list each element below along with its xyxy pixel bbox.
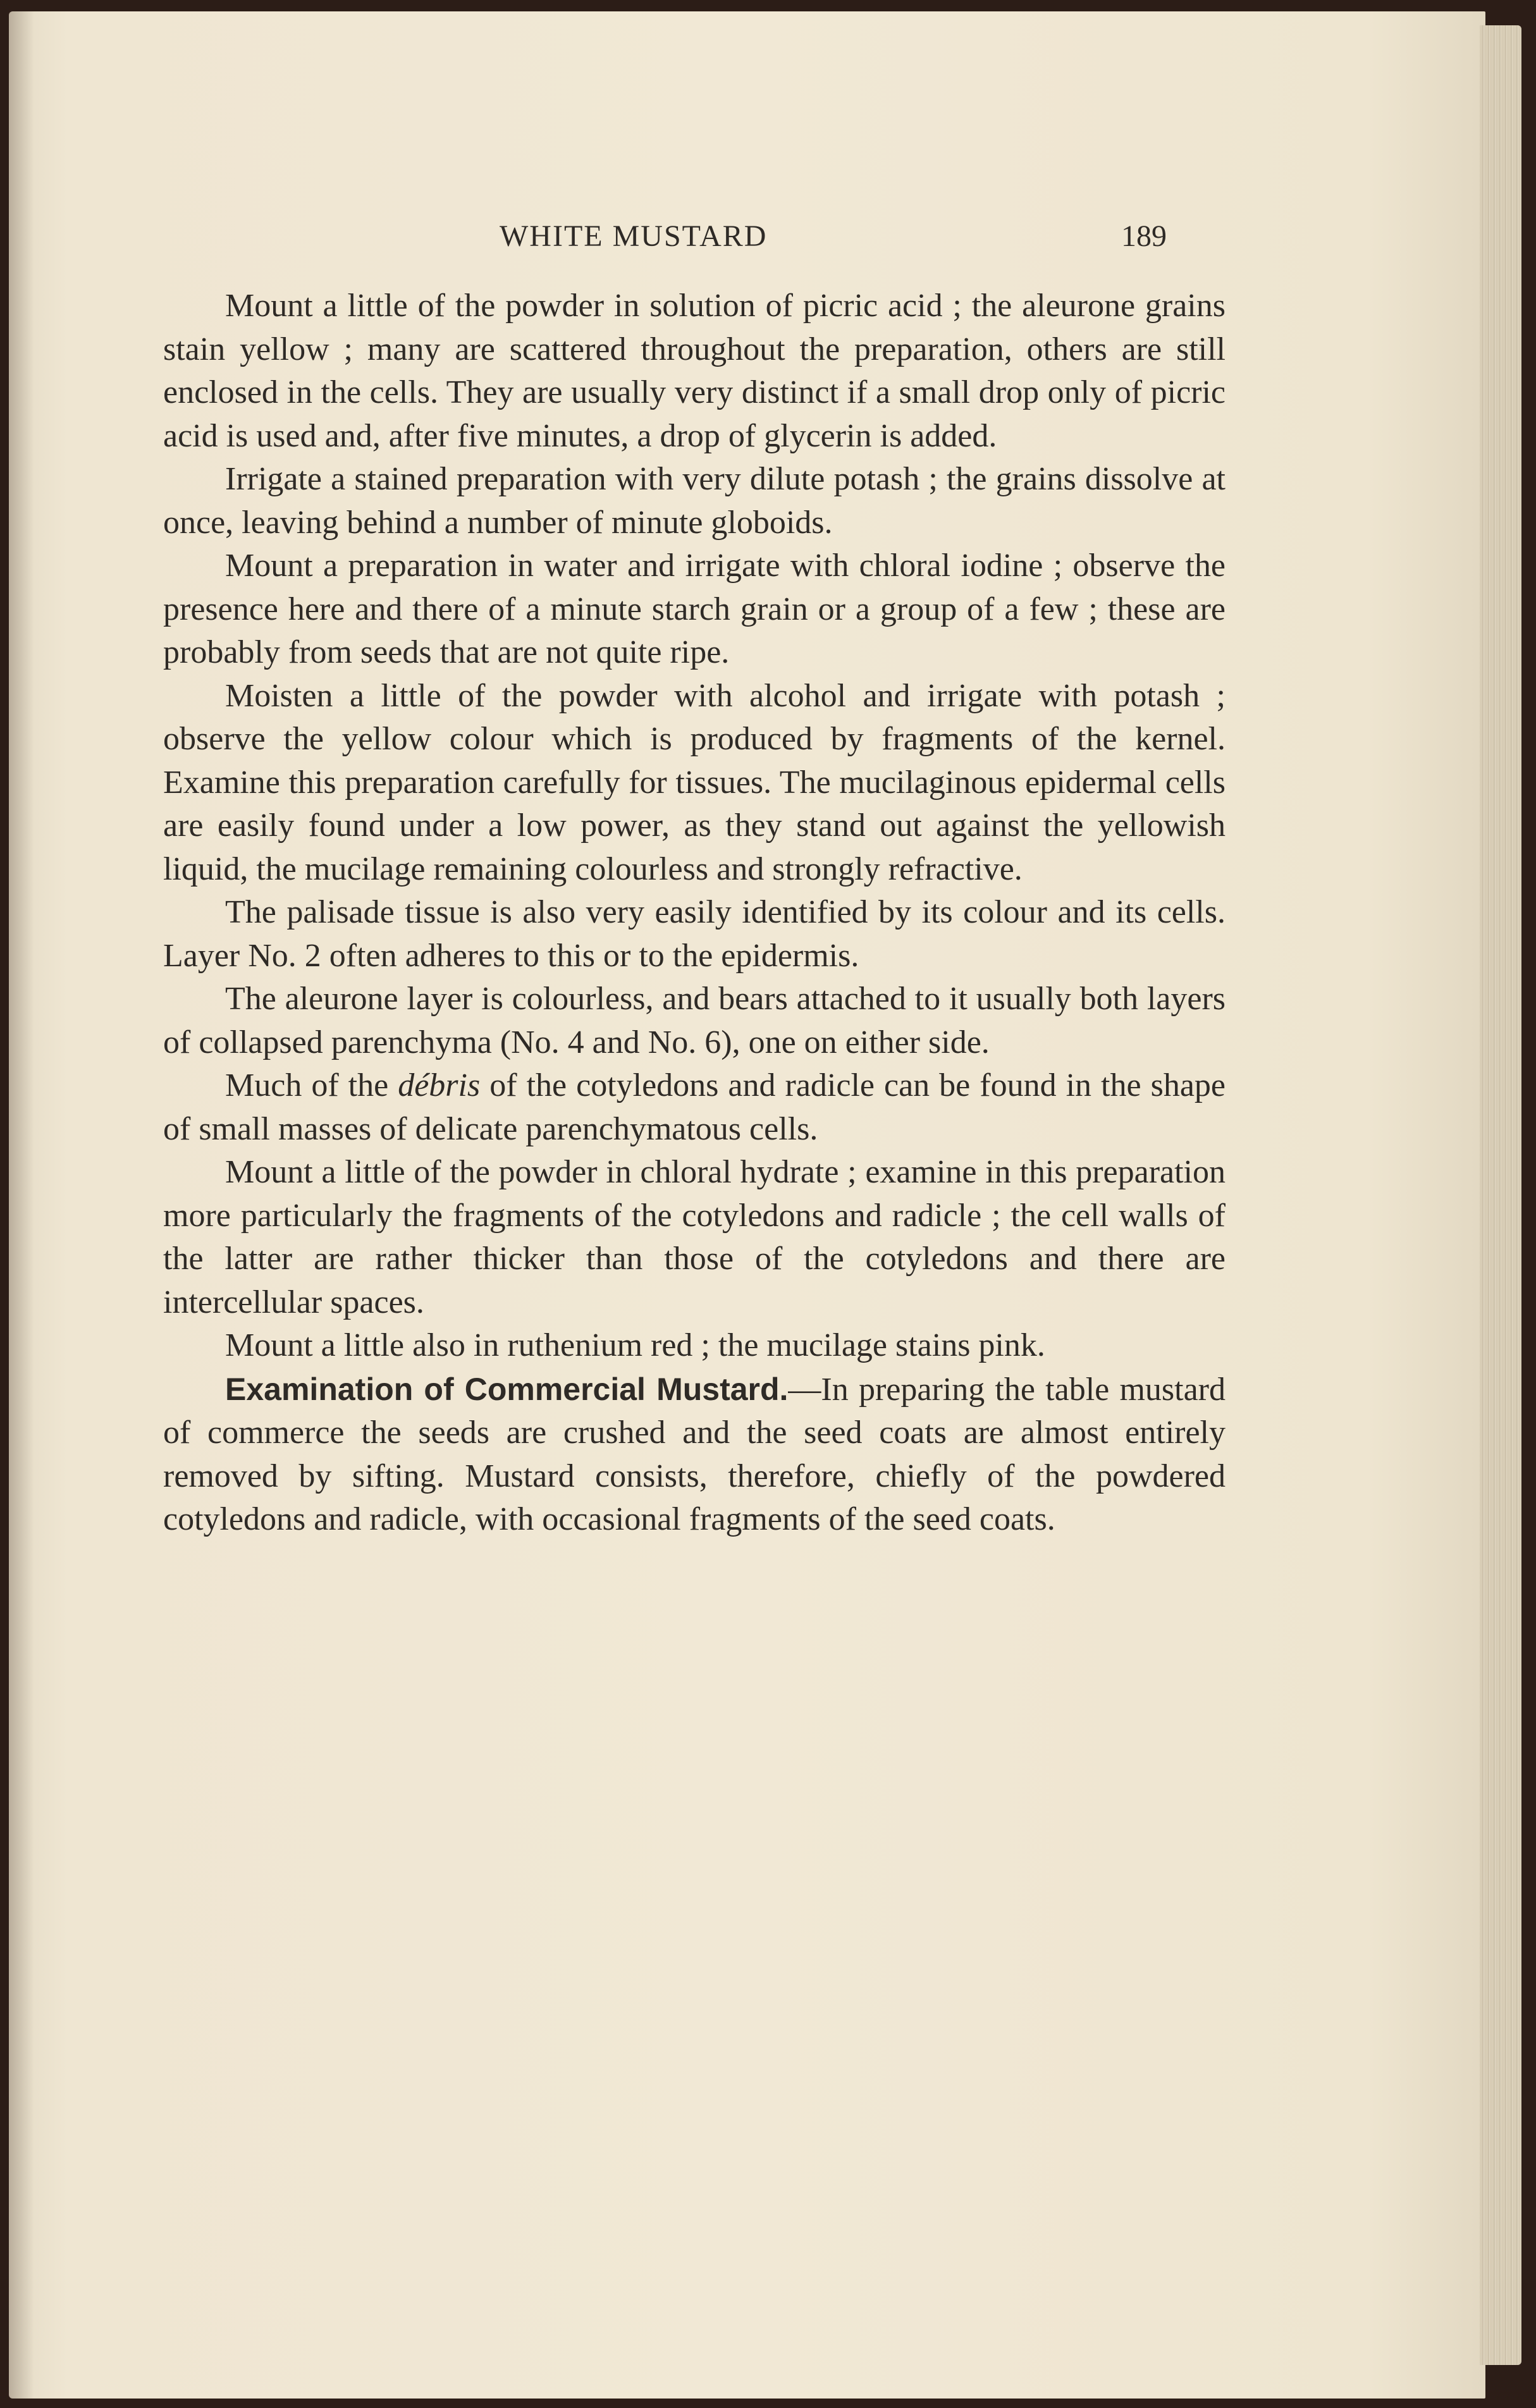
paragraph-debris-start: Much of the <box>225 1067 398 1103</box>
paragraph-debris <box>163 1064 1226 1151</box>
section-heading-commercial-mustard: Examination of Commercial Mustard. <box>225 1371 789 1407</box>
paragraph-commercial-mustard-text: —In preparing the table mustard of commerce the seeds are crushed and the seed coats are almost entirely removed by sifting. Mustard consists, therefore, chiefly of the powdered cotyledons and radicle, with occasional fragments of the seed coats. <box>163 1371 1226 1537</box>
page-edges <box>1480 25 1521 2365</box>
page-number: 189 <box>1121 219 1167 253</box>
paragraph-alcohol-potash: Moisten a little of the powder with alcohol and irrigate with potash ; observe the yellow colour which is produced by fragments of the kernel. Examine this preparation carefully for tissues. The mucilaginous epidermal cells are easily found under a low power, as they stand out against the yellowish liquid, the mucilage remaining colourless and strongly refractive. <box>163 677 1226 887</box>
spine-shadow <box>9 11 34 2399</box>
paragraph-debris-end: of the cotyledons and radicle can be found in the shape of small masses of delicate parenchymatous cells. <box>163 1067 1226 1147</box>
paragraph-picric-acid: Mount a little of the powder in solution of picric acid ; the aleurone grains stain yellow ; many are scattered throughout the preparation, others are still enclosed in the cells. They are usually very distinct if a small drop only of picric acid is used and, after five minutes, a drop of glycerin is added. <box>163 288 1226 454</box>
paragraph-palisade-tissue: The palisade tissue is also very easily identified by its colour and its cells. Layer No. 2 often adheres to this or to the epidermis. <box>163 894 1226 974</box>
paragraph-debris-italic: débris <box>398 1067 481 1103</box>
page-text-block <box>163 215 1226 1542</box>
paragraph-chloral-hydrate: Mount a little of the powder in chloral hydrate ; examine in this preparation more particularly the fragments of the cotyledons and radicle ; the cell walls of the latter are rather thicker than those of the cotyledons and there are intercellular spaces. <box>163 1154 1226 1320</box>
paragraph-potash-irrigation: Irrigate a stained preparation with very dilute potash ; the grains dissolve at once, leaving behind a number of minute globoids. <box>163 461 1226 541</box>
paragraph-aleurone-layer: The aleurone layer is colourless, and bears attached to it usually both layers of collapsed parenchyma (No. 4 and No. 6), one on either side. <box>163 981 1226 1060</box>
paragraph-commercial-mustard <box>163 1368 1226 1542</box>
paragraph-ruthenium-red: Mount a little also in ruthenium red ; the mucilage stains pink. <box>225 1327 1045 1363</box>
running-head-title: WHITE MUSTARD <box>500 219 768 253</box>
running-head <box>163 215 1226 259</box>
paragraph-chloral-iodine: Mount a preparation in water and irrigate with chloral iodine ; observe the presence here and there of a minute starch grain or a group of a few ; these are probably from seeds that are not quite ripe. <box>163 548 1226 670</box>
